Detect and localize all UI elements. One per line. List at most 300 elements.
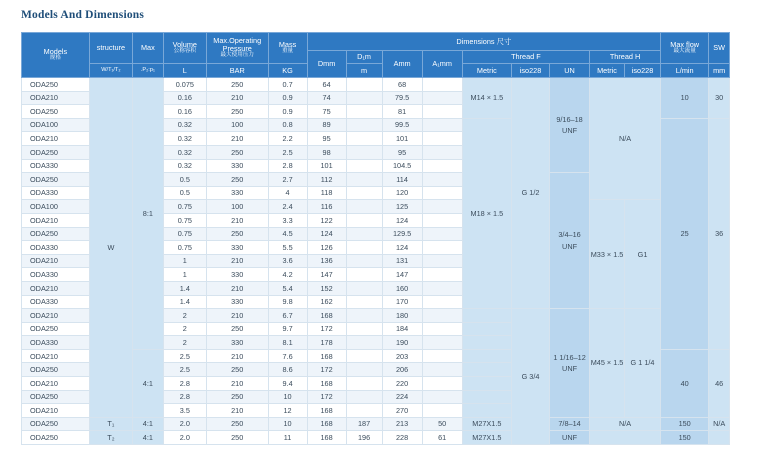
cell-a1 (422, 227, 462, 241)
cell-dmm: 101 (307, 159, 346, 173)
cell-p: 250 (206, 431, 268, 445)
cell-p: 330 (206, 336, 268, 350)
cell-a1 (422, 186, 462, 200)
cell-dmm: 75 (307, 105, 346, 119)
cell-model: ODA250 (22, 417, 90, 431)
group-thm: M45 × 1.5 (590, 309, 625, 418)
group-th: N/A (590, 78, 661, 200)
cell-vol: 2.0 (163, 431, 206, 445)
group-sw: 36 (709, 118, 730, 349)
group-tfm: M27X1.5 (462, 431, 511, 445)
cell-model: ODA330 (22, 268, 90, 282)
cell-amm: 79.5 (382, 91, 422, 105)
cell-dmm: 152 (307, 281, 346, 295)
cell-d1 (346, 145, 382, 159)
cell-p: 250 (206, 105, 268, 119)
cell-mass: 4.2 (268, 268, 307, 282)
cell-d1: 187 (346, 417, 382, 431)
cell-model: ODA250 (22, 173, 90, 187)
cell-dmm: 162 (307, 295, 346, 309)
col-thread-f: Thread F (462, 51, 589, 64)
cell-amm: 124 (382, 213, 422, 227)
cell-mass: 0.8 (268, 118, 307, 132)
cell-tfm (462, 309, 511, 323)
col-th-metric: Metric (590, 64, 625, 78)
cell-d1: 196 (346, 431, 382, 445)
cell-mass: 9.8 (268, 295, 307, 309)
cell-model: ODA100 (22, 200, 90, 214)
cell-amm: 213 (382, 417, 422, 431)
cell-amm: 190 (382, 336, 422, 350)
cell-mass: 2.8 (268, 159, 307, 173)
cell-p: 100 (206, 200, 268, 214)
cell-a1 (422, 241, 462, 255)
cell-a1 (422, 91, 462, 105)
cell-d1 (346, 213, 382, 227)
cell-model: ODA330 (22, 336, 90, 350)
mass-unit: KG (268, 64, 307, 78)
cell-a1 (422, 295, 462, 309)
cell-dmm: 168 (307, 349, 346, 363)
models-dimensions-table (21, 32, 730, 445)
cell-tfm (462, 404, 511, 418)
col-pressure: Max.Operating Pressure 最大使用压力 (206, 33, 268, 64)
pressure-unit: BAR (206, 64, 268, 78)
cell-dmm: 95 (307, 132, 346, 146)
group-sw: N/A (709, 417, 730, 431)
cell-amm: 81 (382, 105, 422, 119)
cell-dmm: 168 (307, 377, 346, 391)
max-unit: .P₂:p₁ (132, 64, 163, 78)
cell-vol: 2.8 (163, 390, 206, 404)
col-sw: SW (709, 33, 730, 64)
group-flow: 40 (661, 349, 709, 417)
cell-p: 210 (206, 213, 268, 227)
cell-p: 250 (206, 322, 268, 336)
cell-d1 (346, 227, 382, 241)
cell-mass: 2.4 (268, 200, 307, 214)
cell-d1 (346, 173, 382, 187)
cell-model: ODA330 (22, 241, 90, 255)
cell-p: 210 (206, 404, 268, 418)
cell-mass: 4 (268, 186, 307, 200)
cell-d1 (346, 91, 382, 105)
cell-tfm (462, 390, 511, 404)
cell-amm: 270 (382, 404, 422, 418)
group-flow: 25 (661, 118, 709, 349)
cell-amm: 99.5 (382, 118, 422, 132)
cell-vol: 0.16 (163, 91, 206, 105)
cell-vol: 0.32 (163, 145, 206, 159)
cell-dmm: 64 (307, 78, 346, 92)
cell-dmm: 118 (307, 186, 346, 200)
cell-vol: 2.5 (163, 363, 206, 377)
cell-amm: 224 (382, 390, 422, 404)
cell-dmm: 126 (307, 241, 346, 255)
cell-mass: 4.5 (268, 227, 307, 241)
cell-d1 (346, 377, 382, 391)
cell-model: ODA250 (22, 227, 90, 241)
cell-a1 (422, 118, 462, 132)
cell-mass: 0.9 (268, 105, 307, 119)
cell-d1 (346, 268, 382, 282)
cell-tfm (462, 336, 511, 350)
cell-amm: 125 (382, 200, 422, 214)
col-dmm: Dmm (307, 51, 346, 78)
cell-dmm: 124 (307, 227, 346, 241)
cell-d1 (346, 281, 382, 295)
cell-mass: 8.1 (268, 336, 307, 350)
cell-mass: 3.6 (268, 254, 307, 268)
cell-p: 330 (206, 186, 268, 200)
cell-a1 (422, 200, 462, 214)
cell-model: ODA210 (22, 349, 90, 363)
cell-vol: 0.32 (163, 159, 206, 173)
cell-mass: 10 (268, 390, 307, 404)
group-thi: G 1 1/4 (625, 309, 661, 418)
cell-model: ODA250 (22, 78, 90, 92)
cell-d1 (346, 336, 382, 350)
cell-d1 (346, 78, 382, 92)
cell-vol: 0.5 (163, 173, 206, 187)
col-structure: structure (89, 33, 132, 64)
cell-p: 210 (206, 254, 268, 268)
cell-a1 (422, 268, 462, 282)
cell-mass: 9.4 (268, 377, 307, 391)
cell-d1 (346, 309, 382, 323)
cell-vol: 0.75 (163, 200, 206, 214)
cell-model: ODA330 (22, 186, 90, 200)
group-ratio: 4:1 (132, 417, 163, 431)
cell-vol: 1 (163, 254, 206, 268)
cell-tfm (462, 322, 511, 336)
col-models: Models 规格 (22, 33, 90, 78)
cell-p: 210 (206, 349, 268, 363)
cell-vol: 2.8 (163, 377, 206, 391)
cell-mass: 9.7 (268, 322, 307, 336)
group-flow: 10 (661, 78, 709, 119)
cell-p: 250 (206, 227, 268, 241)
group-sw: 30 (709, 78, 730, 119)
table-body (22, 78, 730, 445)
table-row (22, 431, 730, 445)
cell-vol: 0.32 (163, 118, 206, 132)
cell-amm: 147 (382, 268, 422, 282)
table-row (22, 78, 730, 92)
group-flow: 150 (661, 431, 709, 445)
cell-mass: 5.5 (268, 241, 307, 255)
cell-amm: 101 (382, 132, 422, 146)
col-max: Max (132, 33, 163, 64)
group-un (550, 173, 590, 309)
cell-model: ODA210 (22, 309, 90, 323)
cell-mass: 2.5 (268, 145, 307, 159)
col-d1: D₁m (346, 51, 382, 64)
group-un-line: UNF (562, 241, 578, 251)
cell-d1 (346, 404, 382, 418)
cell-tfm (462, 377, 511, 391)
cell-a1 (422, 309, 462, 323)
cell-model: ODA250 (22, 322, 90, 336)
cell-amm: 228 (382, 431, 422, 445)
cell-dmm: 98 (307, 145, 346, 159)
group-th: N/A (590, 417, 661, 431)
cell-mass: 3.3 (268, 213, 307, 227)
cell-a1 (422, 159, 462, 173)
cell-vol: 0.75 (163, 213, 206, 227)
cell-a1 (422, 281, 462, 295)
table-header (22, 33, 730, 78)
cell-amm: 206 (382, 363, 422, 377)
group-thm: M33 × 1.5 (590, 200, 625, 309)
cell-model: ODA250 (22, 363, 90, 377)
cell-amm: 203 (382, 349, 422, 363)
cell-model: ODA210 (22, 281, 90, 295)
cell-amm: 170 (382, 295, 422, 309)
cell-dmm: 116 (307, 200, 346, 214)
cell-model: ODA210 (22, 213, 90, 227)
cell-mass: 12 (268, 404, 307, 418)
cell-p: 210 (206, 281, 268, 295)
cell-a1 (422, 336, 462, 350)
cell-mass: 10 (268, 417, 307, 431)
group-un (550, 78, 590, 173)
cell-dmm: 168 (307, 431, 346, 445)
cell-p: 210 (206, 309, 268, 323)
cell-p: 330 (206, 268, 268, 282)
cell-model: ODA250 (22, 390, 90, 404)
cell-dmm: 168 (307, 309, 346, 323)
cell-p: 330 (206, 159, 268, 173)
cell-d1 (346, 186, 382, 200)
cell-amm: 114 (382, 173, 422, 187)
group-tfm: M18 × 1.5 (462, 118, 511, 308)
cell-vol: 2.0 (163, 417, 206, 431)
group-un: 7/8–14 (550, 417, 590, 431)
cell-vol: 0.32 (163, 132, 206, 146)
cell-p: 210 (206, 377, 268, 391)
group-th (590, 431, 661, 445)
cell-model: ODA250 (22, 145, 90, 159)
structure-unit: W/T₁/T₂ (89, 64, 132, 78)
cell-d1 (346, 118, 382, 132)
col-tf-iso: iso228 (512, 64, 550, 78)
cell-amm: 184 (382, 322, 422, 336)
cell-d1 (346, 241, 382, 255)
page-title: Models And Dimensions (21, 9, 145, 21)
cell-dmm: 136 (307, 254, 346, 268)
cell-p: 250 (206, 78, 268, 92)
cell-dmm: 112 (307, 173, 346, 187)
cell-model: ODA210 (22, 91, 90, 105)
col-th-iso: iso228 (625, 64, 661, 78)
col-a1: A₁mm (422, 51, 462, 78)
cell-model: ODA210 (22, 377, 90, 391)
cell-p: 250 (206, 173, 268, 187)
cell-a1: 50 (422, 417, 462, 431)
cell-d1 (346, 105, 382, 119)
cell-vol: 0.75 (163, 227, 206, 241)
cell-a1 (422, 377, 462, 391)
cell-vol: 0.75 (163, 241, 206, 255)
cell-tfm (462, 349, 511, 363)
group-un-line: 9/16–18 (556, 114, 583, 124)
col-tf-metric: Metric (462, 64, 511, 78)
cell-model: ODA210 (22, 254, 90, 268)
cell-dmm: 172 (307, 390, 346, 404)
group-sw: 46 (709, 349, 730, 417)
group-un-line: 3/4–16 (558, 230, 581, 240)
cell-amm: 220 (382, 377, 422, 391)
cell-amm: 104.5 (382, 159, 422, 173)
cell-model: ODA100 (22, 118, 90, 132)
group-ratio: 8:1 (132, 78, 163, 350)
cell-d1 (346, 159, 382, 173)
cell-p: 210 (206, 91, 268, 105)
cell-vol: 1.4 (163, 295, 206, 309)
cell-vol: 0.5 (163, 186, 206, 200)
cell-amm: 95 (382, 145, 422, 159)
cell-a1: 61 (422, 431, 462, 445)
cell-mass: 8.6 (268, 363, 307, 377)
cell-vol: 3.5 (163, 404, 206, 418)
cell-mass: 7.6 (268, 349, 307, 363)
cell-dmm: 172 (307, 363, 346, 377)
group-structure: T₁ (89, 417, 132, 431)
cell-dmm: 147 (307, 268, 346, 282)
cell-d1 (346, 349, 382, 363)
d1-unit: m (346, 64, 382, 78)
cell-amm: 160 (382, 281, 422, 295)
group-ratio: 4:1 (132, 349, 163, 417)
cell-vol: 1 (163, 268, 206, 282)
cell-vol: 2 (163, 336, 206, 350)
cell-vol: 0.075 (163, 78, 206, 92)
cell-a1 (422, 173, 462, 187)
col-mass: Mass 重量 (268, 33, 307, 64)
cell-amm: 129.5 (382, 227, 422, 241)
cell-model: ODA330 (22, 295, 90, 309)
group-un (550, 309, 590, 418)
group-un-line: UNF (562, 363, 578, 373)
cell-a1 (422, 254, 462, 268)
cell-d1 (346, 254, 382, 268)
maxflow-unit: L/min (661, 64, 709, 78)
cell-model: ODA330 (22, 159, 90, 173)
cell-dmm: 74 (307, 91, 346, 105)
col-maxflow: Max flow 最大流量 (661, 33, 709, 64)
cell-mass: 2.2 (268, 132, 307, 146)
cell-mass: 0.9 (268, 91, 307, 105)
cell-amm: 131 (382, 254, 422, 268)
cell-model: ODA250 (22, 431, 90, 445)
cell-model: ODA210 (22, 404, 90, 418)
cell-d1 (346, 200, 382, 214)
cell-model: ODA210 (22, 132, 90, 146)
cell-vol: 2 (163, 322, 206, 336)
group-structure: T₂ (89, 431, 132, 445)
table-row (22, 417, 730, 431)
cell-a1 (422, 78, 462, 92)
cell-p: 250 (206, 145, 268, 159)
cell-amm: 120 (382, 186, 422, 200)
cell-vol: 2 (163, 309, 206, 323)
cell-mass: 11 (268, 431, 307, 445)
cell-dmm: 168 (307, 404, 346, 418)
cell-p: 250 (206, 363, 268, 377)
cell-d1 (346, 363, 382, 377)
cell-dmm: 178 (307, 336, 346, 350)
cell-amm: 180 (382, 309, 422, 323)
cell-a1 (422, 390, 462, 404)
cell-p: 210 (206, 132, 268, 146)
cell-p: 250 (206, 390, 268, 404)
group-sw (709, 431, 730, 445)
cell-vol: 0.16 (163, 105, 206, 119)
group-tfm: M27X1.5 (462, 417, 511, 431)
group-tfi: G 3/4 (512, 309, 550, 445)
sw-unit: mm (709, 64, 730, 78)
group-un-line: UNF (562, 126, 578, 136)
cell-d1 (346, 295, 382, 309)
cell-mass: 0.7 (268, 78, 307, 92)
group-structure: W (89, 78, 132, 418)
col-dimensions: Dimensions 尺寸 (307, 33, 660, 51)
cell-mass: 6.7 (268, 309, 307, 323)
cell-dmm: 89 (307, 118, 346, 132)
volume-unit: L (163, 64, 206, 78)
cell-a1 (422, 404, 462, 418)
group-un-line: 1 1/16–12 (553, 352, 586, 362)
group-un: UNF (550, 431, 590, 445)
cell-d1 (346, 322, 382, 336)
cell-vol: 1.4 (163, 281, 206, 295)
cell-a1 (422, 349, 462, 363)
cell-a1 (422, 213, 462, 227)
col-un: UN (550, 64, 590, 78)
cell-dmm: 172 (307, 322, 346, 336)
cell-mass: 2.7 (268, 173, 307, 187)
cell-dmm: 168 (307, 417, 346, 431)
col-volume: Volume 公称容积 (163, 33, 206, 64)
group-tfm: M14 × 1.5 (462, 78, 511, 119)
cell-p: 330 (206, 295, 268, 309)
col-thread-h: Thread H (590, 51, 661, 64)
cell-amm: 124 (382, 241, 422, 255)
cell-p: 100 (206, 118, 268, 132)
col-amm: Amm (382, 51, 422, 78)
cell-a1 (422, 105, 462, 119)
cell-vol: 2.5 (163, 349, 206, 363)
cell-dmm: 122 (307, 213, 346, 227)
cell-p: 330 (206, 241, 268, 255)
group-thi: G1 (625, 200, 661, 309)
cell-tfm (462, 363, 511, 377)
group-flow: 150 (661, 417, 709, 431)
cell-model: ODA250 (22, 105, 90, 119)
cell-d1 (346, 390, 382, 404)
group-ratio: 4:1 (132, 431, 163, 445)
group-tfi: G 1/2 (512, 78, 550, 309)
cell-mass: 5.4 (268, 281, 307, 295)
cell-amm: 68 (382, 78, 422, 92)
cell-a1 (422, 145, 462, 159)
cell-p: 250 (206, 417, 268, 431)
cell-a1 (422, 322, 462, 336)
cell-a1 (422, 363, 462, 377)
cell-a1 (422, 132, 462, 146)
cell-d1 (346, 132, 382, 146)
